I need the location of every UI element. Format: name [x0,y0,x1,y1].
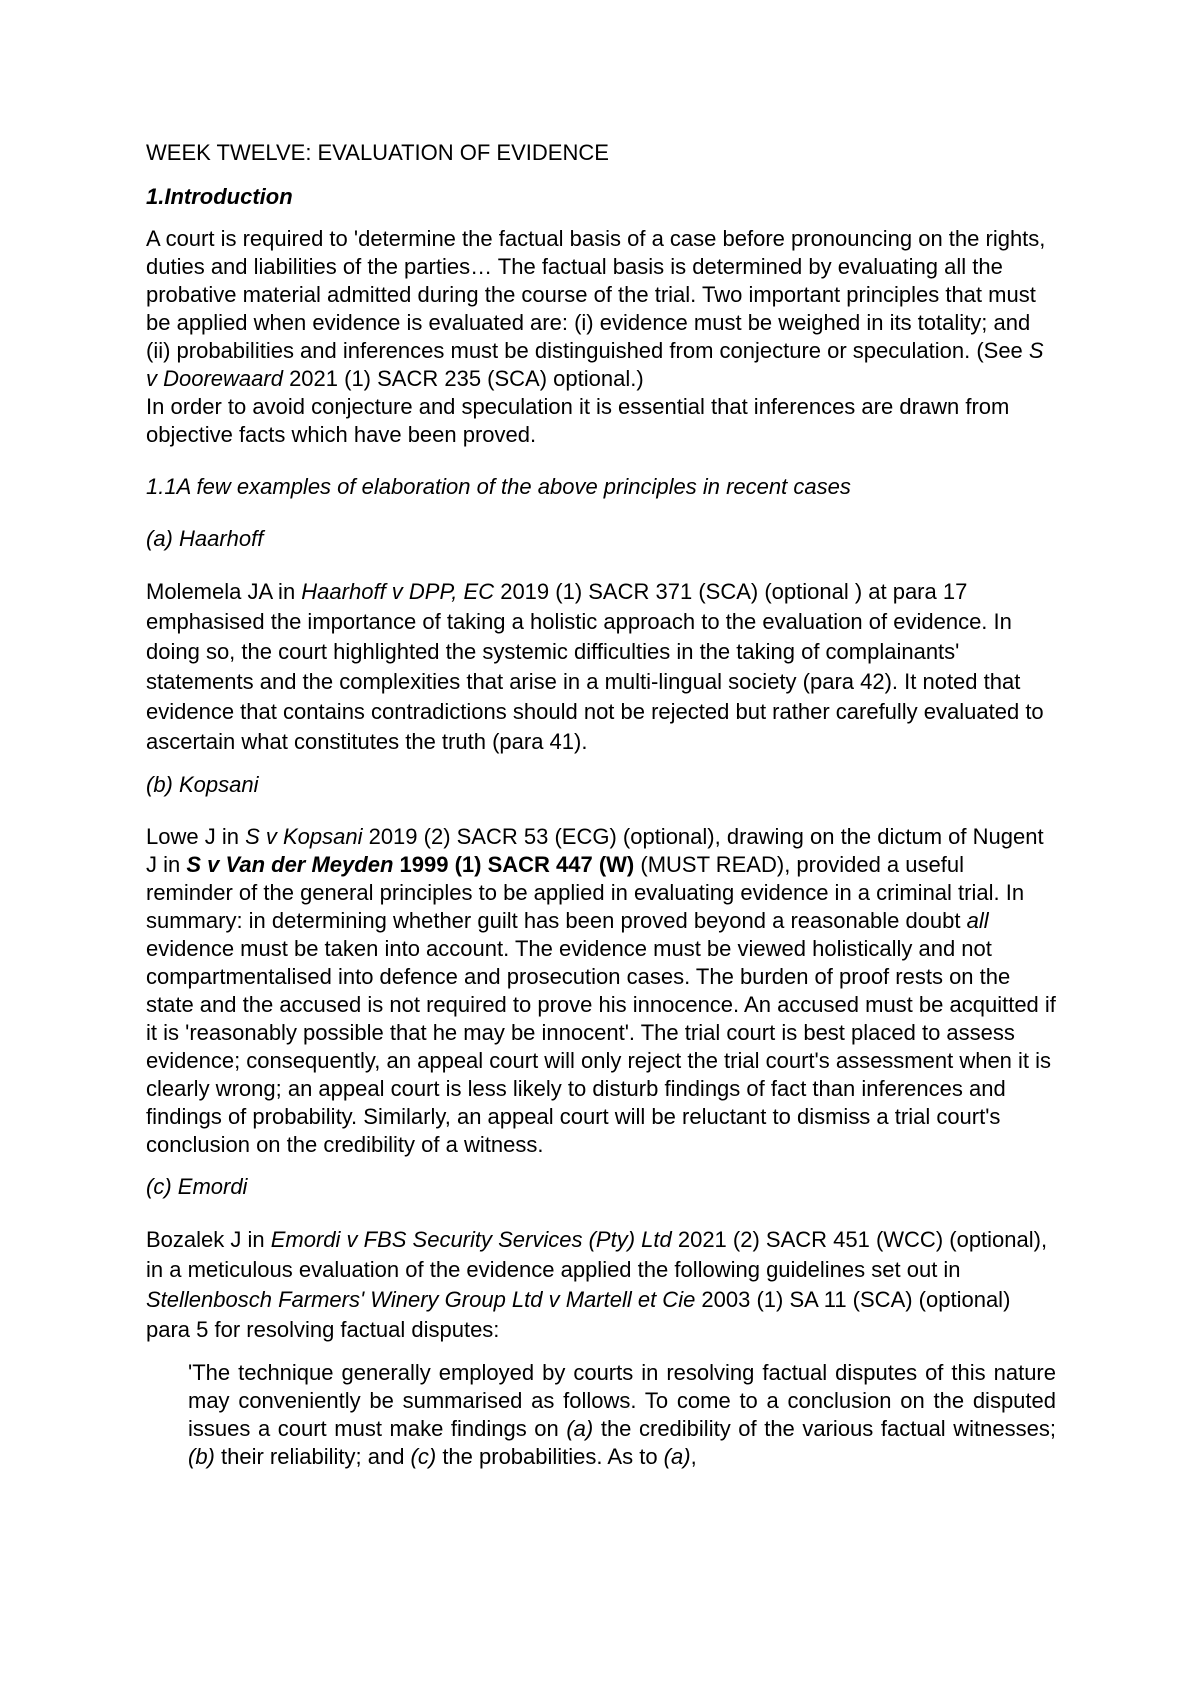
emordi-text-2: 2021 (2) SACR 451 (WCC) (optional), in a meticulous evaluation of the evidence applied the following guidelines set out in [146,1226,1048,1282]
examples-heading: 1.1A few examples of elaboration of the above principles in recent cases [146,473,851,499]
quote-text-2: the credibility of the various factual witnesses; [593,1415,1056,1441]
quote-marker: (c) [410,1443,437,1469]
haarhoff-text-2: 2019 (1) SACR 371 (SCA) (optional ) at para 17 emphasised the importance of taking a holistic approach to the evaluation of evidence. In doing so, the court highlighted the systemic difficulties in the taking of complainants' statements and the complexities that arise in a multi-lingual society (para 42). It noted that evidence that contains contradictions should not be rejected but rather carefully evaluated to ascertain what constitutes the truth (para 41). [146,578,1044,754]
quote-text-3: their reliability; and [214,1443,411,1469]
case-name: Haarhoff v DPP, EC [301,578,495,604]
emordi-text-3: 2003 (1) SA 11 (SCA) (optional) para 5 for resolving factual disputes: [146,1286,1011,1342]
case-name: Stellenbosch Farmers' Winery Group Ltd v Martell et Cie [146,1286,696,1312]
quote-marker: (a) [566,1415,594,1441]
kopsani-text-3: (MUST READ), provided a useful reminder of the general principles to be applied in evaluating evidence in a criminal trial. In summary: in determining whether guilt has been proved beyond a reasonable doubt [146,851,1025,933]
case-name: S v Van der Meyden [186,851,394,877]
emphasis-word: all [966,907,989,933]
intro-paragraph [146,225,1056,393]
quote-text-4: the probabilities. As to [436,1443,664,1469]
block-quote [188,1359,1056,1471]
kopsani-text-4: evidence must be taken into account. The evidence must be viewed holistically and not compartmentalised into defence and prosecution cases. The burden of proof rests on the state and the accused is not required to prove his innocence. An accused must be acquitted if it is 'reasonably possible that he may be innocent'. The trial court is best placed to assess evidence; consequently, an appeal court will only reject the trial court's assessment when it is clearly wrong; an appeal court is less likely to disturb findings of fact than inferences and findings of probability. Similarly, an appeal court will be reluctant to dismiss a trial court's conclusion on the credibility of a witness. [146,935,1056,1157]
quote-marker: (b) [188,1443,215,1469]
quote-marker: (a) [663,1443,691,1469]
haarhoff-paragraph [146,577,1056,757]
kopsani-heading: (b) Kopsani [146,771,259,797]
kopsani-text-2: 2019 (2) SACR 53 (ECG) (optional), drawing on the dictum of Nugent J in [146,823,1044,877]
kopsani-text: Lowe J in [146,823,246,849]
case-citation: 1999 (1) SACR 447 (W) [393,851,635,877]
case-name: S v Doorewaard [146,337,1044,391]
emordi-heading: (c) Emordi [146,1173,248,1199]
emordi-text: Bozalek J in [146,1226,271,1252]
intro-citation: 2021 (1) SACR 235 (SCA) optional.) [282,365,644,391]
emordi-paragraph [146,1225,1056,1345]
document-title: WEEK TWELVE: EVALUATION OF EVIDENCE [146,140,609,165]
case-name: S v Kopsani [245,823,363,849]
quote-text-5: , [690,1443,697,1469]
haarhoff-heading: (a) Haarhoff [146,525,264,551]
intro-text: A court is required to 'determine the factual basis of a case before pronouncing on the rights, duties and liabilities of the parties… The factual basis is determined by evaluating all the probative material admitted during the course of the trial. Two important principles that must be applied when evidence is evaluated are: (i) evidence must be weighed in its totality; and (ii) probabilities and inferences must be distinguished from conjecture or speculation. (See [146,225,1046,363]
haarhoff-text: Molemela JA in [146,578,302,604]
quote-text: 'The technique generally employed by courts in resolving factual disputes of this nature may conveniently be summarised as follows. To come to a conclusion on the disputed issues a court must make findings on [188,1359,1056,1441]
intro-paragraph-2: In order to avoid conjecture and speculation it is essential that inferences are drawn from objective facts which have been proved. [146,393,1010,447]
case-name: Emordi v FBS Security Services (Pty) Ltd [270,1226,672,1252]
document-page [146,140,1056,1471]
kopsani-paragraph [146,823,1056,1159]
intro-heading: 1.Introduction [146,184,293,210]
